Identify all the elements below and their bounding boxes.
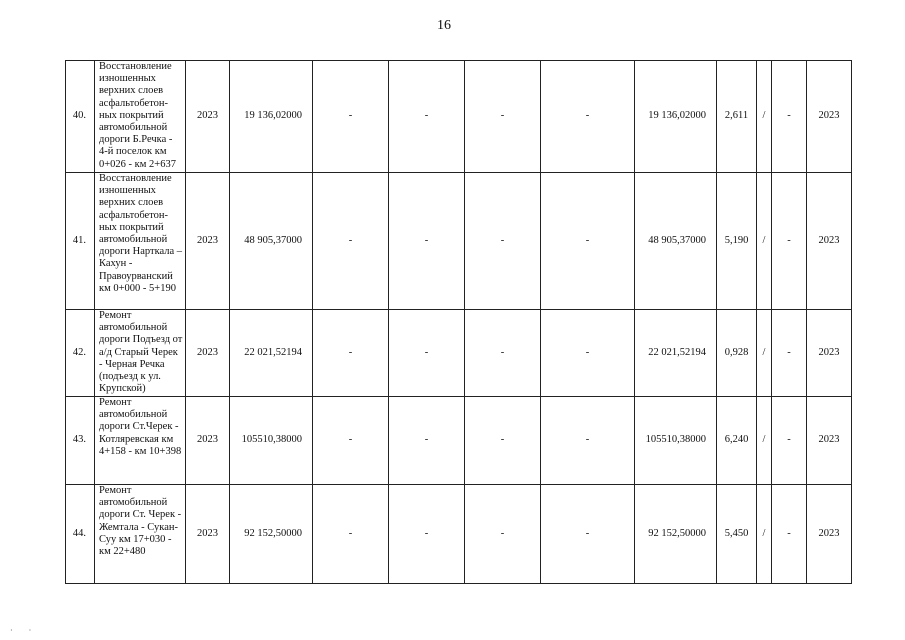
total-amount: 22 021,52194	[230, 310, 313, 397]
cell-empty-1: -	[313, 310, 389, 397]
work-description: Восстановление изношенных верхних слоев асфальтобетон-ных покрытий автомобильной дороги Нарткала – Кахун - Правоурванский км 0+000 - 5+190	[95, 173, 186, 310]
table-row	[66, 310, 852, 397]
work-description: Ремонт автомобильной дороги Ст. Черек - Жемтала - Сукан-Суу км 17+030 - км 22+480	[95, 485, 186, 584]
total-amount: 19 136,02000	[230, 61, 313, 173]
road-length: 6,240	[717, 397, 757, 485]
total-amount: 48 905,37000	[230, 173, 313, 310]
cell-empty-4: -	[541, 397, 635, 485]
slash-cell: /	[757, 485, 772, 584]
end-year: 2023	[807, 397, 852, 485]
cell-empty-2: -	[389, 61, 465, 173]
cell-empty-4: -	[541, 173, 635, 310]
start-year: 2023	[186, 310, 230, 397]
table-row	[66, 173, 852, 310]
table-row	[66, 397, 852, 485]
slash-cell: /	[757, 397, 772, 485]
regional-amount: 92 152,50000	[635, 485, 717, 584]
dash-cell: -	[772, 397, 807, 485]
end-year: 2023	[807, 485, 852, 584]
scan-speck: · ·	[10, 626, 32, 635]
start-year: 2023	[186, 485, 230, 584]
road-length: 2,611	[717, 61, 757, 173]
cell-empty-1: -	[313, 173, 389, 310]
cell-empty-2: -	[389, 485, 465, 584]
start-year: 2023	[186, 61, 230, 173]
slash-cell: /	[757, 173, 772, 310]
start-year: 2023	[186, 397, 230, 485]
cell-empty-2: -	[389, 173, 465, 310]
row-number: 41.	[66, 173, 95, 310]
road-length: 5,450	[717, 485, 757, 584]
regional-amount: 105510,38000	[635, 397, 717, 485]
dash-cell: -	[772, 173, 807, 310]
cell-empty-2: -	[389, 310, 465, 397]
cell-empty-3: -	[465, 61, 541, 173]
total-amount: 105510,38000	[230, 397, 313, 485]
dash-cell: -	[772, 61, 807, 173]
work-description: Ремонт автомобильной дороги Ст.Черек - Котляревская км 4+158 - км 10+398	[95, 397, 186, 485]
cell-empty-1: -	[313, 485, 389, 584]
row-number: 42.	[66, 310, 95, 397]
cell-empty-4: -	[541, 485, 635, 584]
regional-amount: 48 905,37000	[635, 173, 717, 310]
cell-empty-1: -	[313, 397, 389, 485]
end-year: 2023	[807, 173, 852, 310]
regional-amount: 22 021,52194	[635, 310, 717, 397]
road-length: 0,928	[717, 310, 757, 397]
cell-empty-4: -	[541, 310, 635, 397]
total-amount: 92 152,50000	[230, 485, 313, 584]
row-number: 43.	[66, 397, 95, 485]
regional-amount: 19 136,02000	[635, 61, 717, 173]
cell-empty-2: -	[389, 397, 465, 485]
dash-cell: -	[772, 310, 807, 397]
table-row	[66, 485, 852, 584]
cell-empty-3: -	[465, 397, 541, 485]
work-description: Ремонт автомобильной дороги Подъезд от а/д Старый Черек - Черная Речка (подъезд к ул. Крупской)	[95, 310, 186, 397]
work-description: Восстановление изношенных верхних слоев асфальтобетон-ных покрытий автомобильной дороги Б.Речка - 4-й поселок км 0+026 - км 2+637	[95, 61, 186, 173]
dash-cell: -	[772, 485, 807, 584]
cell-empty-1: -	[313, 61, 389, 173]
slash-cell: /	[757, 310, 772, 397]
row-number: 44.	[66, 485, 95, 584]
road-works-table	[65, 60, 852, 584]
row-number: 40.	[66, 61, 95, 173]
cell-empty-3: -	[465, 485, 541, 584]
table-row	[66, 61, 852, 173]
end-year: 2023	[807, 61, 852, 173]
page-number: 16	[437, 18, 451, 33]
cell-empty-3: -	[465, 310, 541, 397]
cell-empty-3: -	[465, 173, 541, 310]
road-length: 5,190	[717, 173, 757, 310]
cell-empty-4: -	[541, 61, 635, 173]
end-year: 2023	[807, 310, 852, 397]
start-year: 2023	[186, 173, 230, 310]
slash-cell: /	[757, 61, 772, 173]
